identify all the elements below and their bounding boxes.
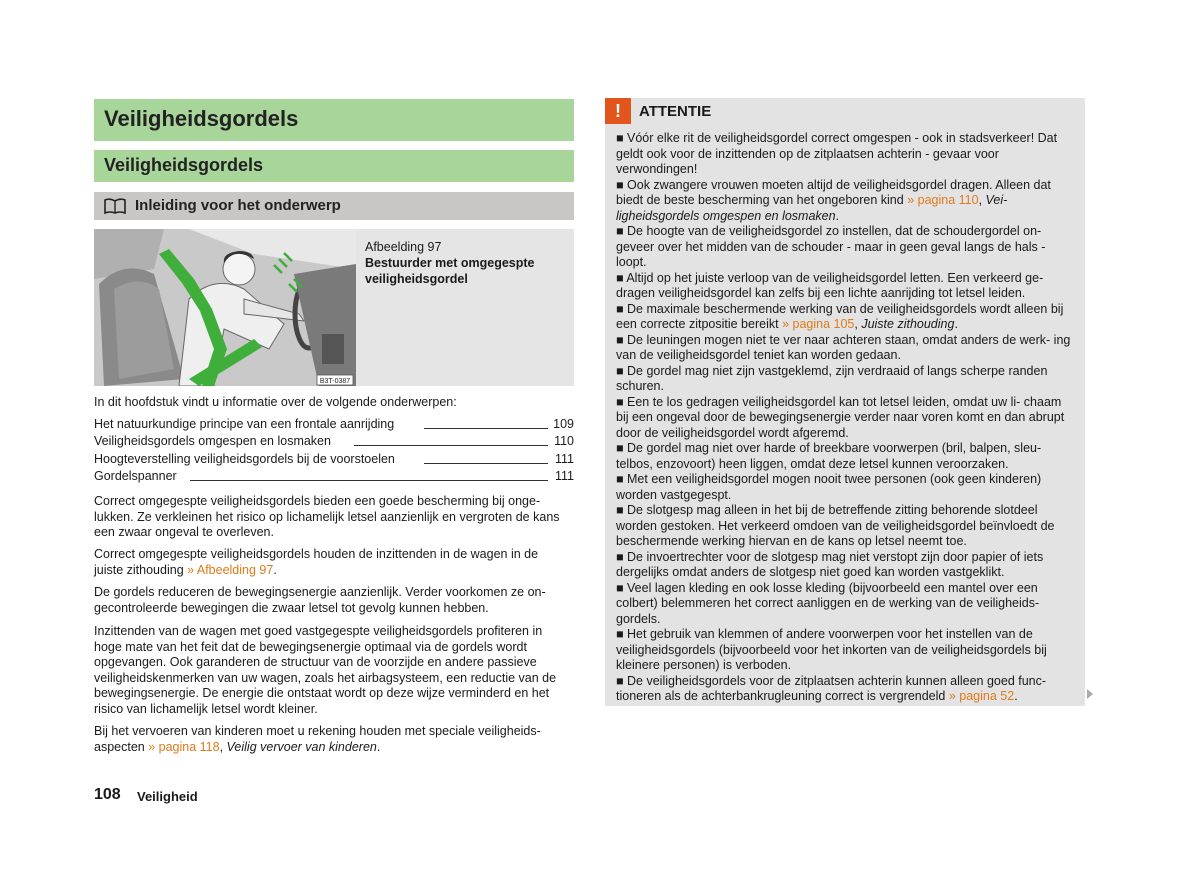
- warning-item: [616, 224, 1076, 271]
- paragraph-text: Bij het vervoeren van kinderen moet u rekening houden met speciale veiligheids- aspecten: [94, 724, 541, 754]
- warning-item-text: ■ Een te los gedragen veiligheidsgordel kan tot letsel leiden, omdat uw li- chaam bij een ongeval door de bewegingsenergie verder naar voren komt en dan abrupt door de veiligheidsgordel wordt afgeremd.: [616, 394, 1065, 440]
- warning-item: [616, 178, 1076, 225]
- page-link[interactable]: » pagina 118: [148, 739, 220, 754]
- warning-item: [616, 503, 1076, 550]
- warning-item-text: ■ De hoogte van de veiligheidsgordel zo instellen, dat de schoudergordel on- geveer over het midden van de schouder - maar in geen geval langs de hals - loopt.: [616, 224, 1046, 269]
- warning-item-text: ■ De veiligheidsgordels voor de zitplaatsen achterin kunnen alleen goed func- tioneren als de achterbankrugleuning correct is vergrendeld: [616, 673, 1047, 703]
- page-link[interactable]: » pagina 110: [907, 193, 979, 207]
- page-link[interactable]: » pagina 52: [948, 689, 1015, 703]
- figure-code: B3T-0387: [319, 378, 351, 385]
- toc-item[interactable]: [94, 417, 574, 435]
- book-icon: [104, 197, 126, 215]
- paragraph-text: Correct omgegespte veiligheidsgordels houden de inzittenden in de wagen in de juiste zithouding: [94, 547, 539, 577]
- warning-item-text: ■ De invoertrechter voor de slotgesp mag niet verstopt zijn door papier of iets dergelijks omdat anders de slotgesp niet goed kan worden vastgeklikt.: [616, 549, 1044, 579]
- warning-item-text: ■ De maximale beschermende werking van de veiligheidsgordels wordt alleen bij een correcte zitpositie bereikt: [616, 301, 1064, 331]
- link-title: Veilig vervoer van kinderen: [226, 739, 377, 754]
- section-title: Veiligheidsgordels: [104, 155, 264, 175]
- footer-section: Veiligheid: [137, 789, 198, 804]
- warning-item-text: ■ Veel lagen kleding en ook losse kleding (bijvoorbeeld een mantel over een colbert) belemmeren het correct aanliggen en de werking van de veiligheids- gordels.: [616, 580, 1040, 626]
- figure-number: Afbeelding 97: [365, 240, 442, 254]
- link-title: Vei- ligheidsgordels omgespen en losmaken: [616, 193, 1008, 223]
- warning-item: [616, 674, 1076, 705]
- warning-item-text: ■ De leuningen mogen niet te ver naar achteren staan, omdat anders de werk- ing van de veiligheidsgordel teniet kan worden gedaan.: [616, 332, 1071, 362]
- paragraph: [94, 547, 570, 578]
- warning-item-text: ■ De slotgesp mag alleen in het bij de betreffende zitting behorende slotdeel worden gestoken. Het verkeerd omdoen van de veiligheidsgordel beïnvloedt de beschermende werking hiervan en de kans op letsel neemt toe.: [616, 503, 1055, 548]
- warning-list: [616, 131, 1076, 705]
- intro-text: In dit hoofdstuk vindt u informatie over de volgende onderwerpen:: [94, 395, 457, 409]
- warning-item: [616, 364, 1076, 395]
- toc-page: 111: [554, 469, 574, 483]
- figure-link[interactable]: » Afbeelding 97: [187, 562, 274, 577]
- toc-title: Hoogteverstelling veiligheidsgordels bij de voorstoelen: [94, 452, 395, 466]
- warning-item-text: ,: [978, 193, 986, 207]
- chapter-title: Veiligheidsgordels: [104, 106, 299, 131]
- paragraph: [94, 724, 570, 755]
- page-link[interactable]: » pagina 105: [782, 317, 855, 331]
- warning-item-text: ■ Met een veiligheidsgordel mogen nooit twee personen (ook geen kinderen) worden vastgegespt.: [616, 472, 1042, 502]
- figure-caption: [365, 239, 570, 287]
- subsection-heading: [94, 192, 574, 220]
- figure-caption-text: Bestuurder met omgegespte veiligheidsgordel: [365, 256, 535, 286]
- toc-title: Veiligheidsgordels omgespen en losmaken: [94, 434, 331, 448]
- warning-item-text: .: [954, 317, 958, 331]
- warning-item-text: ■ De gordel mag niet zijn vastgeklemd, zijn verdraaid of langs scherpe randen schuren.: [616, 363, 1048, 393]
- warning-item: [616, 627, 1076, 674]
- continue-arrow-icon: [1087, 689, 1093, 699]
- link-title: Juiste zithouding: [861, 317, 955, 331]
- paragraph-text: .: [273, 562, 277, 577]
- paragraph-text: ,: [219, 739, 227, 754]
- warning-item-text: ■ Vóór elke rit de veiligheidsgordel correct omgespen - ook in stadsverkeer! Dat geldt ook voor de inzittenden op de zitplaatsen achterin - gevaar voor verwondingen!: [616, 131, 1058, 176]
- toc-item[interactable]: [94, 452, 574, 470]
- warning-item: [616, 271, 1076, 302]
- warning-item-text: ■ De gordel mag niet over harde of breekbare voorwerpen (bril, balpen, sleu- telbos, enzovoort) heen liggen, omdat deze letsel kunnen veroorzaken.: [616, 441, 1042, 471]
- warning-item-text: ■ Ook zwangere vrouwen moeten altijd de veiligheidsgordel dragen. Alleen dat biedt de beste bescherming van het ongeboren kind: [616, 177, 1051, 207]
- paragraph: Inzittenden van de wagen met goed vastgegespte veiligheidsgordels profiteren in hoge mate van het feit dat de bewegingsenergie optimaal via de gordels wordt opgevangen. Ook garanderen de structuur van de voorzijde en andere passieve veiligheidskenmerken van uw wagen, zoals het airbagsysteem, een reductie van de bewegingsenergie. De energie die ontstaat wordt op deze wijze verminderd en het risico van lichamelijk letsel wordt kleiner.: [94, 624, 557, 716]
- figure-image: [94, 229, 356, 386]
- warning-item: [616, 472, 1076, 503]
- warning-item-text: ■ Het gebruik van klemmen of andere voorwerpen voor het instellen van de veiligheidsgordels (bijvoorbeeld voor het inkorten van de veiligheidsgordels bij kleinere personen) is verboden.: [616, 627, 1047, 672]
- warning-item-text: .: [835, 208, 840, 223]
- chapter-heading: [94, 99, 574, 141]
- paragraph-text: .: [376, 739, 381, 754]
- paragraph: De gordels reduceren de bewegingsenergie aanzienlijk. Verder voorkomen ze on- gecontroleerde bewegingen die zwaar letsel tot gevolg kunnen hebben.: [94, 585, 546, 615]
- toc-title: Het natuurkundige principe van een frontale aanrijding: [94, 417, 395, 431]
- warning-item: [616, 441, 1076, 472]
- toc-page: 110: [554, 434, 574, 448]
- section-heading: [94, 150, 574, 182]
- toc-page: 111: [554, 452, 574, 466]
- warning-item: [616, 581, 1076, 628]
- toc-item[interactable]: [94, 434, 574, 452]
- warning-title: ATTENTIE: [639, 103, 712, 120]
- warning-item-text: ■ Altijd op het juiste verloop van de veiligheidsgordel letten. Een verkeerd ge- dragen veiligheidsgordel kan zelfs bij een lichte aanrijding tot letsel leiden.: [616, 270, 1044, 300]
- warning-item: [616, 131, 1076, 178]
- warning-item: [616, 550, 1076, 581]
- warning-item-text: .: [1014, 689, 1018, 703]
- warning-item: [616, 333, 1076, 364]
- page-number: 108: [94, 786, 121, 803]
- toc-title: Gordelspanner: [94, 469, 177, 483]
- toc-page: 109: [553, 417, 574, 431]
- paragraph: Correct omgegespte veiligheidsgordels bieden een goede bescherming bij onge- lukken. Ze verkleinen het risico op lichamelijk letsel aanzienlijk en vergroten de kans een zwaar ongeval te overleven.: [94, 494, 560, 539]
- toc-item[interactable]: [94, 469, 574, 487]
- subsection-title: Inleiding voor het onderwerp: [135, 197, 341, 214]
- warning-item: [616, 302, 1076, 333]
- warning-item: [616, 395, 1076, 442]
- warning-icon: !: [605, 98, 631, 124]
- warning-item-text: ,: [854, 317, 862, 331]
